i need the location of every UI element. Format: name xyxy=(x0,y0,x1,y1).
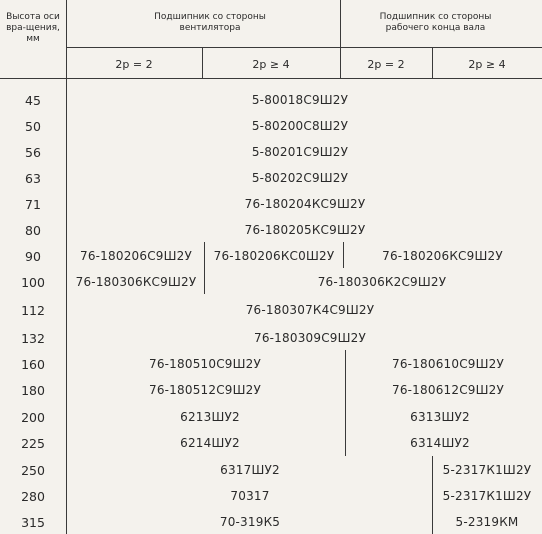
height-90: 90 xyxy=(25,249,41,264)
header-fan-2p4: 2p ≥ 4 xyxy=(252,58,290,71)
bearing-225-fan: 6214ШУ2 xyxy=(180,436,240,450)
bearing-250-main: 6317ШУ2 xyxy=(220,463,280,477)
sep-row90-b xyxy=(343,242,344,268)
height-315: 315 xyxy=(21,515,45,530)
height-71: 71 xyxy=(25,197,41,212)
bearing-45: 5-80018С9Ш2У xyxy=(251,93,349,107)
bearing-200-fan: 6213ШУ2 xyxy=(180,410,240,424)
sep-row100 xyxy=(204,268,205,294)
height-180: 180 xyxy=(21,383,45,398)
bearing-63: 5-80202С9Ш2У xyxy=(251,171,349,185)
bearing-100-rest: 76-180306К2С9Ш2У xyxy=(317,275,447,289)
height-45: 45 xyxy=(25,93,41,108)
bearing-90-fan-2p4: 76-180206КС0Ш2У xyxy=(213,249,335,263)
bearing-180-work: 76-180612С9Ш2У xyxy=(391,383,504,397)
bearing-112: 76-180307К4С9Ш2У xyxy=(245,303,375,317)
bearing-100-fan-2p2: 76-180306КС9Ш2У xyxy=(75,275,197,289)
sep-rows160-225 xyxy=(345,350,346,456)
height-132: 132 xyxy=(21,331,45,346)
height-50: 50 xyxy=(25,119,41,134)
height-250: 250 xyxy=(21,463,45,478)
col-divider-sides xyxy=(340,0,341,78)
header-height: Высота оси вра-щения, мм xyxy=(6,12,60,44)
bearing-315-work: 5-2319КМ xyxy=(455,515,519,529)
bearing-56: 5-80201С9Ш2У xyxy=(251,145,349,159)
header-fan-2p2: 2p = 2 xyxy=(115,58,153,71)
bearing-90-fan-2p2: 76-180206С9Ш2У xyxy=(79,249,192,263)
bearing-160-fan: 76-180510С9Ш2У xyxy=(148,357,261,371)
col-divider-height xyxy=(66,0,67,534)
header-rule-mid xyxy=(66,47,542,48)
bearing-180-fan: 76-180512С9Ш2У xyxy=(148,383,261,397)
header-fan-side: Подшипник со стороны вентилятора xyxy=(154,12,266,33)
height-80: 80 xyxy=(25,223,41,238)
bearing-250-work: 5-2317К1Ш2У xyxy=(442,463,532,477)
bearing-315-main: 70-319К5 xyxy=(219,515,281,529)
bearing-280-main: 70317 xyxy=(230,489,270,503)
height-225: 225 xyxy=(21,436,45,451)
header-work-2p2: 2p = 2 xyxy=(367,58,405,71)
height-56: 56 xyxy=(25,145,41,160)
height-100: 100 xyxy=(21,275,45,290)
height-280: 280 xyxy=(21,489,45,504)
bearing-71: 76-180204КС9Ш2У xyxy=(244,197,366,211)
header-work-2p4: 2p ≥ 4 xyxy=(468,58,506,71)
bearing-80: 76-180205КС9Ш2У xyxy=(244,223,366,237)
height-63: 63 xyxy=(25,171,41,186)
bearing-50: 5-80200С8Ш2У xyxy=(251,119,349,133)
height-160: 160 xyxy=(21,357,45,372)
bearing-280-work: 5-2317К1Ш2У xyxy=(442,489,532,503)
header-rule-bottom xyxy=(0,78,542,79)
bearing-200-work: 6313ШУ2 xyxy=(410,410,470,424)
bearing-160-work: 76-180610С9Ш2У xyxy=(391,357,504,371)
bearing-90-work: 76-180206КС9Ш2У xyxy=(382,249,503,263)
sep-rows250-315 xyxy=(432,456,433,534)
bearing-132: 76-180309С9Ш2У xyxy=(253,331,366,345)
bearing-225-work: 6314ШУ2 xyxy=(410,436,470,450)
height-200: 200 xyxy=(21,410,45,425)
height-112: 112 xyxy=(21,303,45,318)
header-work-side: Подшипник со стороны рабочего конца вала xyxy=(379,12,492,33)
col-divider-fan xyxy=(202,47,203,78)
col-divider-work xyxy=(432,47,433,78)
